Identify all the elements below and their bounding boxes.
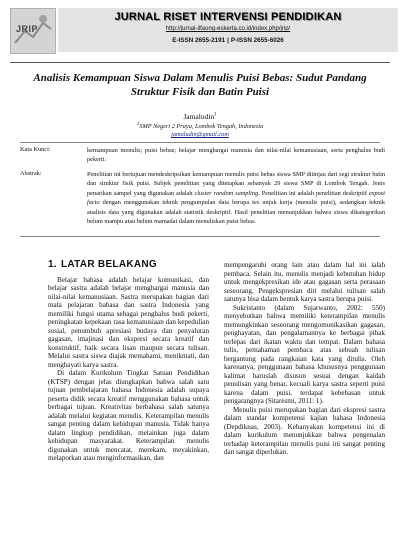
abstract-label: Abstrak: — [20, 170, 42, 177]
journal-logo-text: JRIP — [16, 24, 39, 34]
affiliation-superscript: 1 — [136, 122, 140, 127]
author-superscript: 1 — [214, 112, 217, 118]
journal-logo — [10, 8, 56, 54]
author-affiliation: $^1$SMP Negeri 2 Praya, Lombok Tengah, Indonesia — [136, 122, 264, 131]
divider-bottom — [20, 236, 380, 237]
eissn: E-ISSN 2655-2191 — [172, 37, 226, 44]
header-rule — [10, 62, 390, 63]
author-name: Jamaludin$^1$ — [183, 112, 217, 121]
journal-issn: E-ISSN 2655-2191 | P-ISSN 2655-6026 — [172, 37, 284, 44]
section-heading: 1. LATAR BELAKANG — [48, 259, 157, 270]
journal-name: JURNAL RISET INTERVENSI PENDIDIKAN — [114, 11, 342, 23]
journal-band — [58, 8, 398, 52]
right-column — [224, 261, 385, 457]
paragraph: mempengaruhi orang lain atau dalam hal ini ialah pembaca. Selain itu, menulis menjadi kebutuhan hidup untuk mengekpresikan ide atau gagasan serta perasaan seseorang. Pengekspresian diri melalui tulisan salah satunya bisa dalam bentuk karya sastra berupa puisi. — [224, 261, 385, 303]
paragraph: Belajar bahasa adalah belajar komunikasi, dan belajar sastra adalah belajar menghargai manusia dan nilai-nilai kemanusiaan. Sastra merupakan bagian dari mata pelajaran bahasa dan sastra Indonesia yang memiliki fungsi utama sebagai penghalus budi pekerti, peningkatan kepekaan rasa kemanusiaan dan kepedulian sosial, penumbuh apresiasi budaya dan penyaluran gagasan, imajinasi dan ekspresi secara kreatif dan konstruktif, baik secara lisan maupun secara tulisan. Melalui sastra siswa diajak memahami, menikmati, dan menghayati karya sastra. — [48, 275, 209, 369]
author-email[interactable]: jamaludin@gmail.com — [171, 131, 229, 138]
keywords-text: kemampuan menulis; puisi bebas; belajar menghargai manusia dan nilai-nilai kemanusiaan, serta penghalus budi pekerti. — [87, 147, 385, 164]
paragraph: Di dalam Kurikulum Tingkat Satuan Pendidikan (KTSP) dengan jelas diungkapkan bahwa salah satu tujuan pembelajaran bahasa Indonesia adalah supaya peserta didik secara kreatif menggunakan bahasa untuk berbagai tujuan. Kreativitas berbahasa salah satunya adalah melalui kegiatan menulis. Keterampilan menulis sangat penting dalam kehidupan manusia. Tidak hanya dalam lingkup pendidikan, melainkan juga dalam kehidupan masyarakat. Keterampilan menulis digunakan untuk mencatat, merekam, meyakinkan, melaporkan atau menginformasikan, dan — [48, 369, 209, 462]
paragraph: Menulis puisi merupakan bagian dari ekspresi sastra dalam standar kompetensi kajian bahasa Indonesia (Depdiknas, 2003). Kebanyakan kompetensi ini di dalam kurikulum menunjukkan bahwa pengenalan terhadap keterampilan menulis puisi ini sangat penting dan sangat diperlukan. — [224, 405, 385, 456]
paragraph: Sukristanto (dalam Sujarwanto, 2002: 550) menyebutkan bahwa memiliki keterampilan menulis memungkinkan seseorang mengomunikasikan gagasan, penghayatan, dan pengalamannya ke berbagai pihak terlepas dari ikatan waktu dan tempat. Dalam bahasa tulis, pemahaman pembaca atas sebuah tulisan bergantung pada rangkaian kata yang ditulis. Oleh karenanya, penggunaan bahasa khususnya penggunaan kalimat haruslah disusun sesuai dengan kaidah penulisan yang benar, kecuali karya sastra seperti puisi karena dalam puisi, terdapat kebebasan untuk pengarangnya (Sitaresmi, 2011: 1). — [224, 303, 385, 405]
journal-url[interactable]: http://jurnal-ilfaong-eskerta.co.id/index.php/jrip/ — [165, 26, 291, 32]
abstract-text: Penelitian ini bertujuan mendeskripsikan kemampuan menulis puisi bebas siswa SMP ditinjau dari segi struktur batin dan struktur fisik puisi. Subjek penelitian yang ditetapkan sebanyak 29 siswa SMP di Lombok Tengah. Jenis penarikan sampel yang digunakan adalah cluster random sampling. Penelitian ini adalah penelitian deskriptif expost facto dengan menggunakan teknik pengumpulan data berupa tes unjuk kerja (menulis puisi), sedangkan teknik analisis data yang digunakan adalah statistik deskriptif. Hasil penelitian menunjukkan bahwa siswa dikategorikan belum mampu atau belum mamadai dalam menuliskan puisi bebas. — [87, 171, 385, 226]
keywords-label: Kata Kunci: — [20, 146, 51, 153]
pissn: P-ISSN 2655-6026 — [230, 37, 284, 44]
journal-header — [10, 6, 390, 60]
left-column — [48, 261, 209, 463]
article-title: Analisis Kemampuan Siswa Dalam Menulis Puisi Bebas: Sudut Pandang Struktur Fisik dan Batin Puisi — [33, 72, 367, 98]
divider-top — [20, 142, 380, 143]
